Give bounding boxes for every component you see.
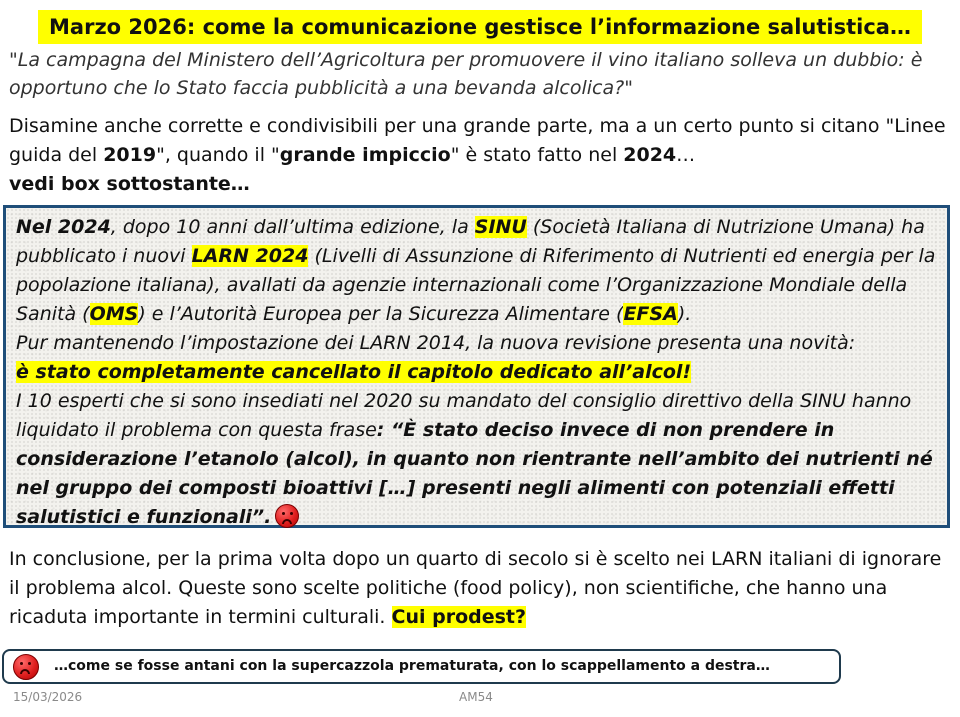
footer-note: …come se fosse antani con la supercazzola prematurata, con lo scappellamento a destra… bbox=[54, 658, 770, 674]
box-sinu: SINU bbox=[474, 216, 527, 238]
box-text-4: ) e l’Autorità Europea per la Sicurezza Alimentare ( bbox=[138, 303, 624, 325]
slide-date: 15/03/2026 bbox=[13, 690, 83, 704]
intro-grande-impiccio: grande impiccio bbox=[279, 144, 451, 166]
intro-text-1: Disamine anche corrette e condivisibili per una grande parte, ma a un certo punto si citano "Linee guida del bbox=[9, 115, 946, 166]
intro-paragraph bbox=[9, 112, 954, 199]
slide-code: AM54 bbox=[459, 690, 493, 704]
box-year: Nel 2024 bbox=[16, 216, 111, 238]
intro-year-2024: 2024 bbox=[623, 144, 677, 166]
conclusion-paragraph bbox=[9, 545, 954, 632]
sad-face-icon bbox=[275, 504, 299, 528]
intro-text-2: ", quando il " bbox=[156, 144, 280, 166]
box-efsa: EFSA bbox=[623, 303, 678, 325]
box-text-5: ). bbox=[677, 303, 692, 325]
cui-prodest: Cui prodest? bbox=[391, 606, 527, 628]
info-box bbox=[3, 205, 950, 528]
page-title bbox=[38, 10, 922, 44]
sad-face-icon bbox=[13, 654, 39, 680]
box-revision: Pur mantenendo l’impostazione dei LARN 2014, la nuova revisione presenta una novità: bbox=[16, 332, 856, 354]
intro-text-3: " è stato fatto nel bbox=[450, 144, 624, 166]
box-text-3: (Livelli di Assunzione di Riferimento di Nutrienti ed energia per la popolazione italiana), avallati da agenzie internazionali come l’Organizzazione Mondiale della Sanità ( bbox=[16, 245, 936, 325]
box-oms: OMS bbox=[89, 303, 139, 325]
box-experts: I 10 esperti che si sono insediati nel 2020 su mandato del consiglio direttivo della SINU hanno liquidato il problema con questa frase bbox=[16, 390, 912, 441]
intro-see-box: vedi box sottostante… bbox=[9, 173, 250, 195]
box-text-1: , dopo 10 anni dall’ultima edizione, la bbox=[110, 216, 475, 238]
quote-text: "La campagna del Ministero dell’Agricoltura per promuovere il vino italiano solleva un dubbio: è opportuno che lo Stato faccia pubblicità a una bevanda alcolica?" bbox=[9, 49, 923, 99]
title-date: Marzo 2026 bbox=[49, 15, 187, 39]
box-text-2: (Società Italiana di Nutrizione Umana) ha pubblicato i nuovi bbox=[16, 216, 925, 267]
info-box-text bbox=[16, 213, 951, 532]
conclusion-text: In conclusione, per la prima volta dopo un quarto di secolo si è scelto nei LARN italiani di ignorare il problema alcol. Queste sono scelte politiche (food policy), non scientifiche, che hanno una ricaduta importante in termini culturali. bbox=[9, 548, 942, 628]
title-subject: : come la comunicazione gestisce l’informazione salutistica… bbox=[186, 15, 911, 39]
intro-ellipsis: … bbox=[676, 144, 696, 166]
box-alcohol-removed: è stato completamente cancellato il capitolo dedicato all’alcol! bbox=[16, 361, 692, 383]
intro-year-2019: 2019 bbox=[103, 144, 157, 166]
box-quote: : “È stato deciso invece di non prendere in considerazione l’etanolo (alcol), in quanto non rientrante nell’ambito dei nutrienti né nel gruppo dei composti bioattivi […] presenti negli alimenti con potenziali effetti salutistici e funzionali”. bbox=[16, 419, 933, 528]
box-larn: LARN 2024 bbox=[191, 245, 309, 267]
footer-note-box bbox=[2, 649, 841, 684]
